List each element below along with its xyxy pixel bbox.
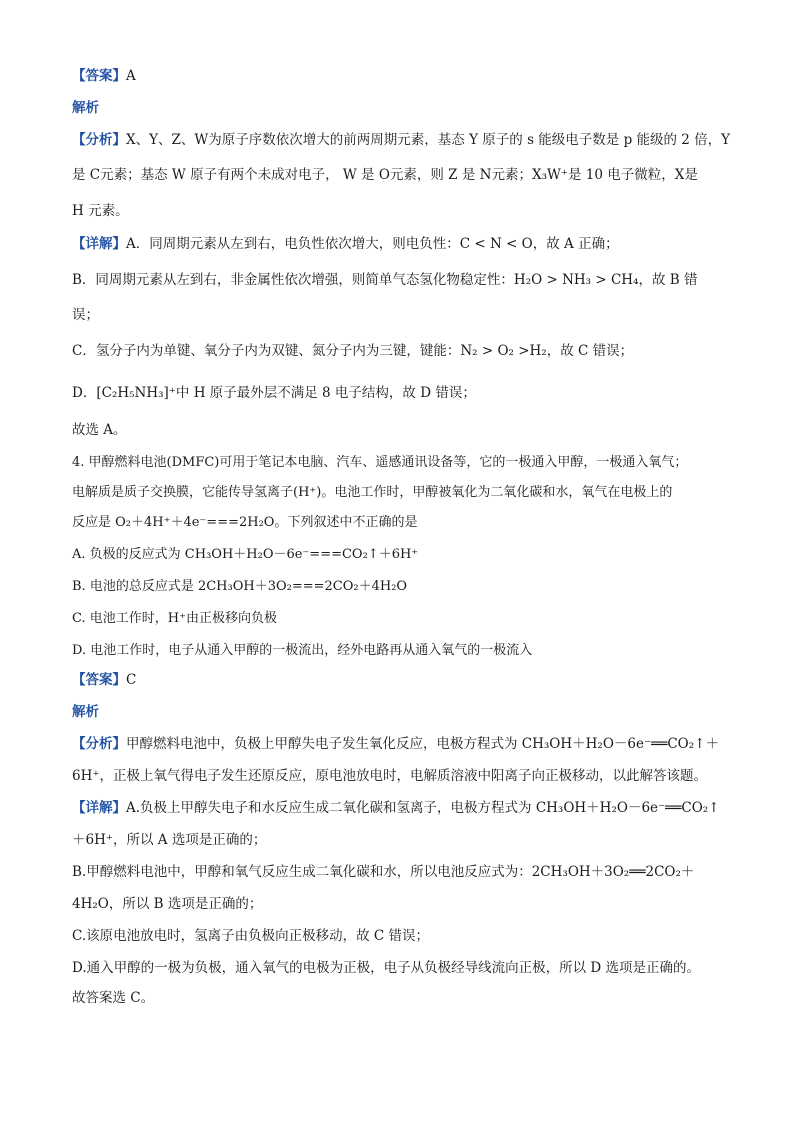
text-line (72, 895, 262, 913)
line-text: 4H₂O，所以 B 选项是正确的； (72, 896, 263, 912)
line-text: D．[C₂H₅NH₃]⁺中 H 原子最外层不满足 8 电子结构，故 D 错误； (72, 385, 476, 401)
line-text: C.该原电池放电时，氢离子由负极向正极移动，故 C 错误； (72, 928, 430, 944)
option-a (72, 546, 418, 564)
answer-tag: 【答案】 (72, 68, 126, 84)
answer-text: A (126, 68, 136, 84)
analysis-heading (72, 99, 99, 117)
line-text: 电解质是质子交换膜，它能传导氢离子(H⁺)。电池工作时，甲醇被氧化为二氧化碳和水，氧气在电极上的 (72, 485, 673, 500)
text-line (72, 927, 429, 945)
line-text: D. 电池工作时，电子从通入甲醇的一极流出，经外电路再从通入氧气的一极流入 (72, 643, 533, 658)
text-line (72, 767, 707, 785)
line-text: 反应是 O₂＋4H⁺＋4e⁻===2H₂O。下列叙述中不正确的是 (72, 515, 418, 530)
text-line (72, 342, 633, 360)
text-line (72, 306, 99, 324)
section-tag: 【详解】 (72, 800, 126, 816)
section-tag: 【分析】 (72, 736, 126, 752)
line-text: B.甲醇燃料电池中，甲醇和氧气反应生成二氧化碳和水，所以电池反应式为：2CH₃OH＋3O₂══2CO₂＋ (72, 864, 695, 880)
analysis-tag: 解析 (72, 100, 99, 116)
line-text: D.通入甲醇的一极为负极，通入氧气的电极为正极，电子从负极经导线流向正极，所以 D 选项是正确的。 (72, 960, 701, 976)
answer-tag: 【答案】 (72, 672, 126, 688)
question-line (72, 484, 672, 502)
line-text: C. 电池工作时，H⁺由正极移向负极 (72, 611, 277, 626)
section-tag: 【分析】 (72, 132, 126, 148)
text-line (72, 235, 619, 253)
text-line (72, 735, 719, 753)
line-text: B. 电池的总反应式是 2CH₃OH＋3O₂===2CO₂＋4H₂O (72, 579, 408, 594)
line-text: H 元素。 (72, 203, 129, 219)
text-line (72, 421, 127, 439)
line-text: A．同周期元素从左到右，电负性依次增大，则电负性：C < N < O，故 A 正确； (126, 236, 619, 252)
text-line (72, 202, 129, 220)
text-line (72, 271, 697, 289)
line-text: 甲醇燃料电池中，负极上甲醇失电子发生氧化反应，电极方程式为 CH₃OH＋H₂O－6e⁻══CO₂↑＋ (126, 736, 719, 752)
option-d (72, 642, 532, 660)
analysis-tag: 解析 (72, 704, 99, 720)
line-text: A.负极上甲醇失电子和水反应生成二氧化碳和氢离子，电极方程式为 CH₃OH＋H₂O－6e⁻══CO₂↑ (126, 800, 720, 816)
text-line (72, 831, 266, 849)
line-text: 故答案选 C。 (72, 990, 155, 1006)
question-line (72, 514, 417, 532)
text-line (72, 989, 154, 1007)
answer-line (72, 671, 136, 689)
line-text: ＋6H⁺，所以 A 选项是正确的； (72, 832, 267, 848)
text-line (72, 384, 476, 402)
option-c (72, 610, 277, 628)
answer-text: C (126, 672, 137, 688)
text-line (72, 131, 730, 149)
text-line (72, 166, 698, 184)
analysis-heading (72, 703, 99, 721)
line-text: A. 负极的反应式为 CH₃OH＋H₂O－6e⁻===CO₂↑＋6H⁺ (72, 547, 419, 562)
text-line (72, 799, 720, 817)
line-text: 6H⁺，正极上氧气得电子发生还原反应，原电池放电时，电解质溶液中阳离子向正极移动，以此解答该题。 (72, 768, 707, 784)
question-line (72, 454, 687, 472)
line-text: 故选 A。 (72, 422, 127, 438)
text-line (72, 959, 700, 977)
line-text: 是 C元素；基态 W 原子有两个未成对电子， W 是 O元素，则 Z 是 N元素；X₃W⁺是 10 电子微粒，X是 (72, 167, 698, 183)
section-tag: 【详解】 (72, 236, 126, 252)
option-b (72, 578, 407, 596)
line-text: 误； (72, 307, 99, 323)
line-text: X、Y、Z、W为原子序数依次增大的前两周期元素，基态 Y 原子的 s 能级电子数是 p 能级的 2 倍，Y (126, 132, 731, 148)
answer-line (72, 67, 136, 85)
line-text: C．氢分子内为单键、氧分子内为双键、氮分子内为三键，键能：N₂ > O₂ >H₂，故 C 错误； (72, 343, 634, 359)
line-text: B．同周期元素从左到右，非金属性依次增强，则简单气态氢化物稳定性：H₂O > NH₃ > CH₄，故 B 错 (72, 272, 698, 288)
line-text: 4. 甲醇燃料电池(DMFC)可用于笔记本电脑、汽车、遥感通讯设备等，它的一极通入甲醇，一极通入氧气； (72, 455, 688, 470)
text-line (72, 863, 694, 881)
